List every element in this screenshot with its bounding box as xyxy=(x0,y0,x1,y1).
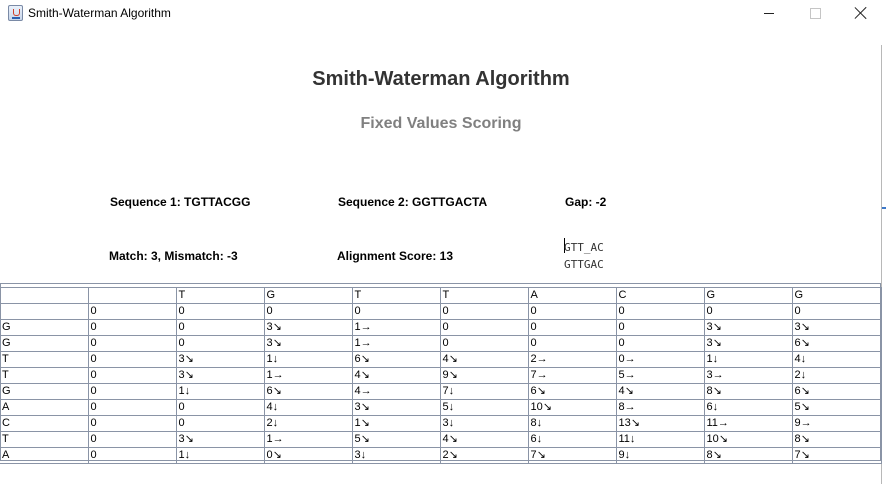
table-header-cell[interactable]: A xyxy=(528,288,616,304)
table-row[interactable] xyxy=(0,320,881,336)
table-cell[interactable]: 0 xyxy=(616,336,704,352)
table-header-cell[interactable]: G xyxy=(704,288,792,304)
table-row[interactable] xyxy=(0,448,881,464)
minimize-button[interactable] xyxy=(746,0,792,26)
table-cell[interactable]: 6↓ xyxy=(528,432,616,448)
table-row[interactable] xyxy=(0,304,881,320)
row-label-cell[interactable] xyxy=(0,304,88,320)
table-cell[interactable]: 0 xyxy=(440,304,528,320)
table-cell[interactable]: 5↓ xyxy=(440,400,528,416)
table-cell[interactable]: 13↘ xyxy=(616,416,704,432)
table-cell[interactable]: 0 xyxy=(616,304,704,320)
table-cell[interactable]: 0 xyxy=(528,304,616,320)
table-cell[interactable]: 6↘ xyxy=(352,352,440,368)
row-label-cell[interactable]: A xyxy=(0,448,88,464)
table-row[interactable] xyxy=(0,352,881,368)
table-cell[interactable]: 3↘ xyxy=(176,352,264,368)
table-cell[interactable]: 4↘ xyxy=(440,352,528,368)
row-label-cell[interactable]: G xyxy=(0,320,88,336)
row-label-cell[interactable]: T xyxy=(0,352,88,368)
gap-label: Gap: -2 xyxy=(565,195,607,209)
java-app-icon xyxy=(8,5,23,21)
table-cell[interactable]: 3↘ xyxy=(264,320,352,336)
table-row[interactable] xyxy=(0,368,881,384)
table-header-cell[interactable]: G xyxy=(792,288,881,304)
alignment-result-text[interactable] xyxy=(564,239,604,273)
table-cell[interactable]: 8→ xyxy=(616,400,704,416)
table-header-cell[interactable]: T xyxy=(176,288,264,304)
window-title: Smith-Waterman Algorithm xyxy=(28,6,171,20)
table-cell[interactable]: 0 xyxy=(88,368,176,384)
alignment-line-1: GTT_AC xyxy=(564,241,604,254)
table-cell[interactable]: 0 xyxy=(88,432,176,448)
table-cell[interactable]: 3↘ xyxy=(704,320,792,336)
table-cell[interactable]: 3↓ xyxy=(352,448,440,464)
table-cell[interactable]: 6↘ xyxy=(528,384,616,400)
table-cell[interactable]: 3↓ xyxy=(440,416,528,432)
table-cell[interactable]: 0 xyxy=(440,336,528,352)
table-cell[interactable]: 4↘ xyxy=(616,384,704,400)
table-cell[interactable]: 2↓ xyxy=(264,416,352,432)
table-cell[interactable]: 5↘ xyxy=(352,432,440,448)
table-cell[interactable]: 8↘ xyxy=(704,448,792,464)
table-cell[interactable]: 4↘ xyxy=(352,368,440,384)
alignment-score-label: Alignment Score: 13 xyxy=(337,249,454,263)
row-label-cell[interactable]: G xyxy=(0,336,88,352)
table-cell[interactable]: 4→ xyxy=(352,384,440,400)
table-row[interactable] xyxy=(0,416,881,432)
table-cell[interactable]: 1↓ xyxy=(704,352,792,368)
row-label-cell[interactable]: C xyxy=(0,416,88,432)
table-row[interactable] xyxy=(0,400,881,416)
maximize-button[interactable] xyxy=(792,0,838,26)
scoring-matrix-table-container[interactable] xyxy=(0,283,881,461)
table-cell[interactable]: 0 xyxy=(88,336,176,352)
table-cell[interactable]: 0 xyxy=(792,304,881,320)
table-cell[interactable]: 0 xyxy=(88,416,176,432)
table-cell[interactable]: 2↘ xyxy=(440,448,528,464)
resize-indicator xyxy=(882,207,886,209)
table-cell[interactable]: 7↘ xyxy=(528,448,616,464)
sequence1-label: Sequence 1: TGTTACGG xyxy=(110,195,251,209)
table-cell[interactable]: 0→ xyxy=(616,352,704,368)
table-cell[interactable]: 0 xyxy=(616,320,704,336)
table-cell[interactable]: 0 xyxy=(528,320,616,336)
row-label-cell[interactable]: T xyxy=(0,368,88,384)
table-cell[interactable]: 0 xyxy=(352,304,440,320)
page-title: Smith-Waterman Algorithm xyxy=(312,68,570,90)
row-label-cell[interactable]: A xyxy=(0,400,88,416)
table-row[interactable] xyxy=(0,336,881,352)
table-cell[interactable]: 3↘ xyxy=(704,336,792,352)
table-cell[interactable]: 1↓ xyxy=(264,352,352,368)
table-cell[interactable]: 0 xyxy=(88,384,176,400)
table-cell[interactable]: 6↘ xyxy=(264,384,352,400)
table-cell[interactable]: 6↘ xyxy=(792,384,881,400)
table-header-row[interactable] xyxy=(0,288,881,304)
table-cell[interactable]: 1↘ xyxy=(352,416,440,432)
scoring-matrix-table[interactable] xyxy=(0,287,882,464)
page-subtitle: Fixed Values Scoring xyxy=(360,115,522,132)
table-cell[interactable]: 3↘ xyxy=(792,320,881,336)
table-cell[interactable]: 3→ xyxy=(704,368,792,384)
table-cell[interactable]: 8↘ xyxy=(704,384,792,400)
table-row[interactable] xyxy=(0,432,881,448)
match-mismatch-label: Match: 3, Mismatch: -3 xyxy=(109,249,238,263)
table-cell[interactable]: 11↓ xyxy=(616,432,704,448)
title-bar[interactable] xyxy=(0,0,886,26)
table-cell[interactable]: 0 xyxy=(88,352,176,368)
table-cell[interactable]: 8↘ xyxy=(792,432,881,448)
table-cell[interactable]: 2→ xyxy=(528,352,616,368)
sequence2-label: Sequence 2: GGTTGACTA xyxy=(338,195,488,209)
table-cell[interactable]: 9↓ xyxy=(616,448,704,464)
table-cell[interactable]: 0 xyxy=(176,400,264,416)
table-cell[interactable]: 7↓ xyxy=(440,384,528,400)
alignment-line-2: GTTGAC xyxy=(564,258,604,271)
table-header-cell[interactable]: T xyxy=(352,288,440,304)
table-cell[interactable]: 0 xyxy=(88,304,176,320)
table-header-cell[interactable] xyxy=(0,288,88,304)
table-cell[interactable]: 11→ xyxy=(704,416,792,432)
table-cell[interactable]: 7→ xyxy=(528,368,616,384)
table-cell[interactable]: 1→ xyxy=(264,368,352,384)
table-cell[interactable]: 3↘ xyxy=(176,368,264,384)
row-label-cell[interactable]: G xyxy=(0,384,88,400)
table-cell[interactable]: 7↘ xyxy=(792,448,881,464)
table-cell[interactable]: 1→ xyxy=(352,336,440,352)
table-cell[interactable]: 9→ xyxy=(792,416,881,432)
table-cell[interactable]: 3↘ xyxy=(352,400,440,416)
table-cell[interactable]: 1→ xyxy=(264,432,352,448)
table-cell[interactable]: 0 xyxy=(88,320,176,336)
table-header-cell[interactable]: C xyxy=(616,288,704,304)
table-cell[interactable]: 5→ xyxy=(616,368,704,384)
table-cell[interactable]: 1→ xyxy=(352,320,440,336)
table-cell[interactable]: 0 xyxy=(704,304,792,320)
table-header-cell[interactable] xyxy=(88,288,176,304)
table-cell[interactable]: 6↓ xyxy=(704,400,792,416)
table-row[interactable] xyxy=(0,384,881,400)
table-cell[interactable]: 0 xyxy=(528,336,616,352)
table-cell[interactable]: 0 xyxy=(176,336,264,352)
close-icon xyxy=(855,7,867,19)
row-label-cell[interactable]: T xyxy=(0,432,88,448)
table-cell[interactable]: 0 xyxy=(176,320,264,336)
table-cell[interactable]: 0 xyxy=(88,400,176,416)
table-cell[interactable]: 4↓ xyxy=(792,352,881,368)
close-button[interactable] xyxy=(838,0,884,26)
table-cell[interactable]: 0↘ xyxy=(264,448,352,464)
table-cell[interactable]: 5↘ xyxy=(792,400,881,416)
table-cell[interactable]: 0 xyxy=(176,304,264,320)
table-cell[interactable]: 4↘ xyxy=(440,432,528,448)
table-cell[interactable]: 3↘ xyxy=(264,336,352,352)
table-cell[interactable]: 10↘ xyxy=(704,432,792,448)
table-cell[interactable]: 3↘ xyxy=(176,432,264,448)
table-cell[interactable]: 1↓ xyxy=(176,448,264,464)
table-cell[interactable]: 2↓ xyxy=(792,368,881,384)
table-cell[interactable]: 0 xyxy=(176,416,264,432)
table-header-cell[interactable]: G xyxy=(264,288,352,304)
table-cell[interactable]: 0 xyxy=(440,320,528,336)
table-cell[interactable]: 6↘ xyxy=(792,336,881,352)
table-cell[interactable]: 0 xyxy=(88,448,176,464)
table-cell[interactable]: 0 xyxy=(264,304,352,320)
table-cell[interactable]: 4↓ xyxy=(264,400,352,416)
table-cell[interactable]: 10↘ xyxy=(528,400,616,416)
table-header-cell[interactable]: T xyxy=(440,288,528,304)
table-cell[interactable]: 8↓ xyxy=(528,416,616,432)
table-cell[interactable]: 9↘ xyxy=(440,368,528,384)
table-cell[interactable]: 1↓ xyxy=(176,384,264,400)
